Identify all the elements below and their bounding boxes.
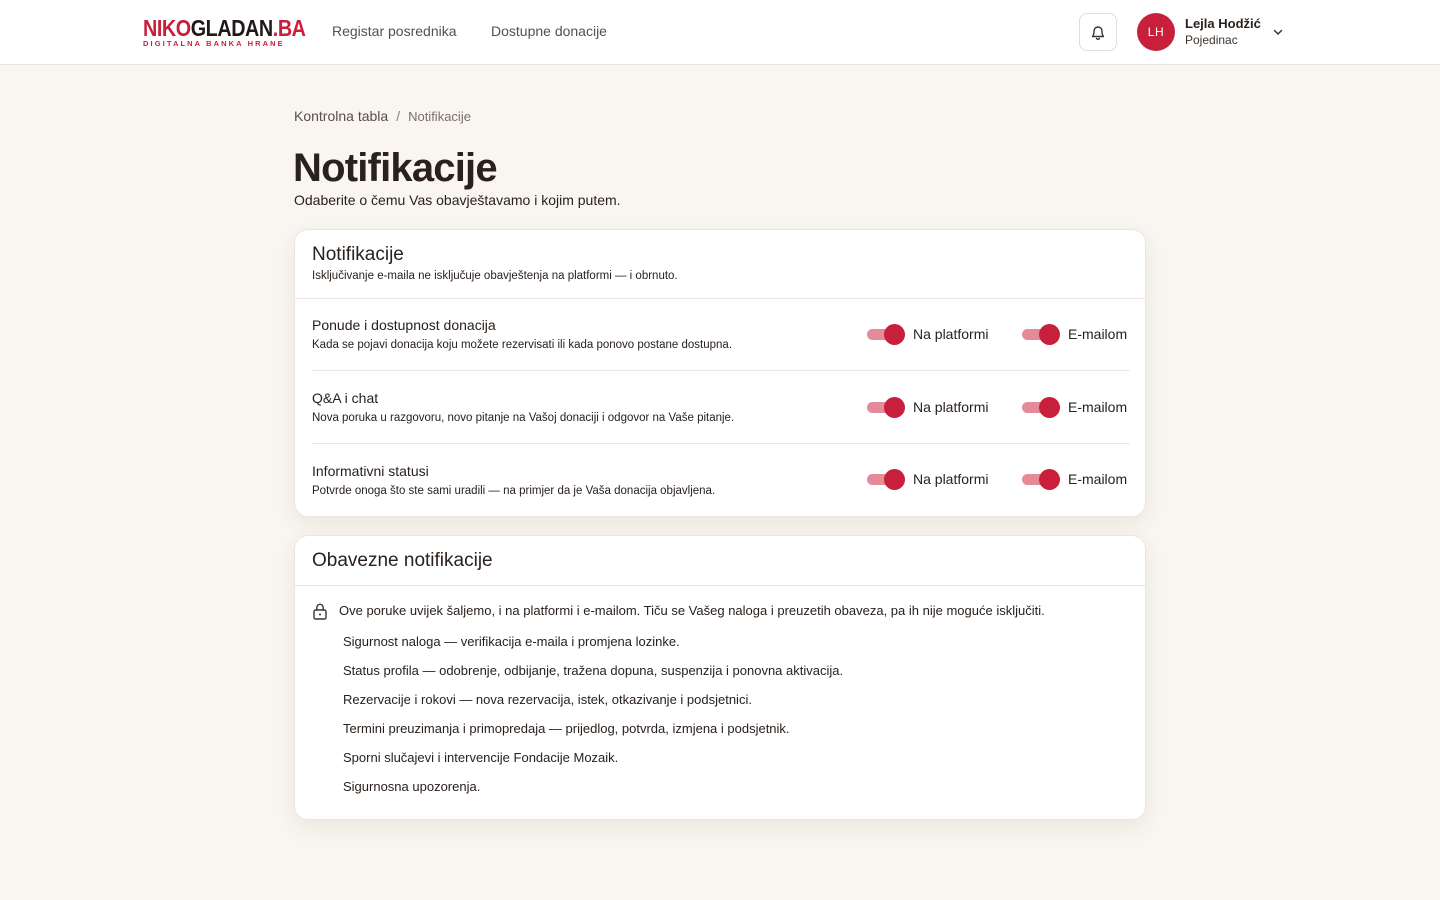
- card-title: Obavezne notifikacije: [312, 550, 493, 571]
- email-toggle-label: E-mailom: [1068, 326, 1128, 342]
- email-toggle-group[interactable]: [1022, 323, 1127, 345]
- platform-toggle-label: Na platformi: [913, 326, 989, 342]
- breadcrumb-separator: /: [396, 108, 401, 124]
- list-item: Status profila — odobrenje, odbijanje, tražena dopuna, suspenzija i ponovna aktivacija.: [343, 663, 844, 678]
- platform-toggle-label: Na platformi: [913, 471, 989, 487]
- mandatory-intro: Ove poruke uvijek šaljemo, i na platformi i e-mailom. Tiču se Vašeg naloga i preuzetih obaveza, pa ih nije moguće isključiti.: [339, 603, 1045, 618]
- user-name[interactable]: Lejla Hodžić: [1185, 16, 1261, 31]
- preference-title: Q&A i chat: [312, 390, 379, 406]
- list-item: Sigurnosna upozorenja.: [343, 779, 481, 794]
- lock-icon: [312, 602, 328, 620]
- logo-wordmark: NIKOGLADAN.BA: [143, 15, 306, 41]
- top-navigation-bar: [0, 0, 1440, 65]
- email-toggle[interactable]: [1022, 323, 1060, 345]
- card-title: Notifikacije: [312, 244, 404, 265]
- preference-title: Ponude i dostupnost donacija: [312, 317, 496, 333]
- platform-toggle[interactable]: [867, 468, 905, 490]
- email-toggle[interactable]: [1022, 468, 1060, 490]
- platform-toggle-group[interactable]: [867, 323, 988, 345]
- chevron-down-icon[interactable]: [1271, 25, 1285, 39]
- nav-link-registar-posrednika[interactable]: Registar posrednika: [332, 23, 457, 39]
- preference-description: Nova poruka u razgovoru, novo pitanje na Vašoj donaciji i odgovor na Vaše pitanje.: [312, 412, 735, 424]
- preference-title: Informativni statusi: [312, 463, 429, 479]
- email-toggle-label: E-mailom: [1068, 399, 1128, 415]
- email-toggle[interactable]: [1022, 396, 1060, 418]
- preference-row-informativni-statusi: [312, 444, 1130, 517]
- email-toggle-label: E-mailom: [1068, 471, 1128, 487]
- preference-description: Potvrde onoga što ste sami uradili — na primjer da je Vaša donacija objavljena.: [312, 485, 716, 497]
- preference-row-qa-chat: [312, 371, 1130, 444]
- list-item: Rezervacije i rokovi — nova rezervacija, istek, otkazivanje i podsjetnici.: [343, 692, 752, 707]
- user-avatar[interactable]: LH: [1137, 13, 1175, 51]
- page-title: Notifikacije: [293, 146, 497, 190]
- notification-preferences-card: [294, 229, 1146, 517]
- email-toggle-group[interactable]: [1022, 468, 1127, 490]
- user-role: Pojedinac: [1185, 33, 1238, 47]
- notifications-button[interactable]: [1079, 13, 1117, 51]
- breadcrumb: [294, 107, 471, 126]
- nav-link-dostupne-donacije[interactable]: Dostupne donacije: [491, 23, 607, 39]
- platform-toggle[interactable]: [867, 396, 905, 418]
- breadcrumb-link-kontrolna-tabla[interactable]: Kontrolna tabla: [294, 108, 389, 124]
- email-toggle-group[interactable]: [1022, 396, 1127, 418]
- preference-description: Kada se pojavi donacija koju možete rezervisati ili kada ponovo postane dostupna.: [312, 339, 733, 351]
- logo-tagline: DIGITALNA BANKA HRANE: [143, 39, 285, 48]
- platform-toggle-group[interactable]: [867, 396, 988, 418]
- preference-row-ponude: [312, 298, 1130, 371]
- mandatory-notifications-card: [294, 535, 1146, 820]
- card-description: Isključivanje e-maila ne isključuje obavještenja na platformi — i obrnuto.: [312, 270, 678, 282]
- site-logo[interactable]: [143, 15, 306, 50]
- bell-icon: [1090, 24, 1106, 41]
- mandatory-list: [343, 634, 843, 808]
- page-subtitle: Odaberite o čemu Vas obavještavamo i kojim putem.: [294, 192, 621, 208]
- list-item: Termini preuzimanja i primopredaja — prijedlog, potvrda, izmjena i podsjetnik.: [343, 721, 790, 736]
- card-header: [295, 230, 1145, 299]
- platform-toggle-group[interactable]: [867, 468, 988, 490]
- platform-toggle[interactable]: [867, 323, 905, 345]
- list-item: Sporni slučajevi i intervencije Fondacije Mozaik.: [343, 750, 619, 765]
- platform-toggle-label: Na platformi: [913, 399, 989, 415]
- list-item: Sigurnost naloga — verifikacija e-maila i promjena lozinke.: [343, 634, 680, 649]
- card-header: [295, 536, 1145, 586]
- breadcrumb-current: Notifikacije: [408, 109, 471, 124]
